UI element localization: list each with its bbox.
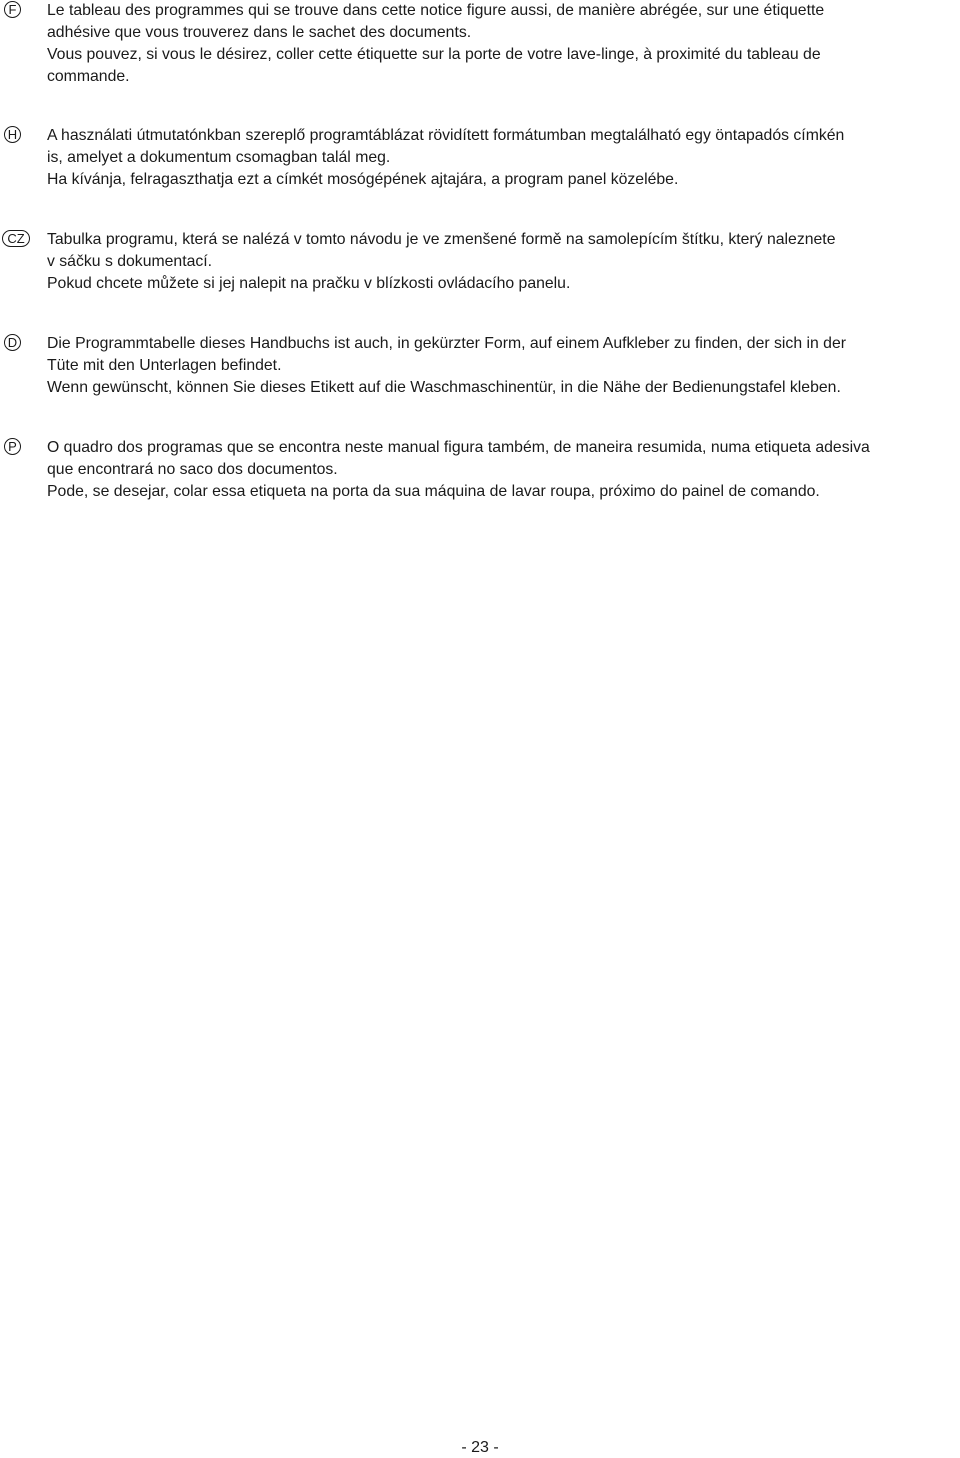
text-line: O quadro dos programas que se encontra neste manual figura também, de maneira resumida, numa etiqueta adesiva [47, 439, 870, 456]
text-line: Die Programmtabelle dieses Handbuchs ist auch, in gekürzter Form, auf einem Aufkleber zu finden, der sich in der [47, 335, 847, 352]
text-line: Ha kívánja, felragaszthatja ezt a címkét mosógépének ajtajára, a program panel közelébe. [47, 171, 679, 188]
text-line: Tüte mit den Unterlagen befindet. [47, 357, 282, 374]
language-badge-f: F [4, 1, 21, 18]
text-line: Tabulka programu, která se nalézá v tomto návodu je ve zmenšené formě na samolepícím štítku, který naleznete [47, 231, 836, 248]
text-line: v sáčku s dokumentací. [47, 253, 213, 270]
text-line: Vous pouvez, si vous le désirez, coller cette étiquette sur la porte de votre lave-linge, à proximité du tableau de [47, 46, 821, 63]
text-line: Le tableau des programmes qui se trouve dans cette notice figure aussi, de manière abrégée, sur une étiquette [47, 2, 825, 19]
language-badge-d: D [4, 334, 21, 351]
text-line: Pode, se desejar, colar essa etiqueta na porta da sua máquina de lavar roupa, próximo do painel de comando. [47, 483, 820, 500]
text-line: Pokud chcete můžete si jej nalepit na pračku v blízkosti ovládacího panelu. [47, 275, 571, 292]
page-number: - 23 - [461, 1439, 499, 1456]
language-badge-cz: CZ [2, 230, 30, 247]
text-line: A használati útmutatónkban szereplő programtáblázat rövidített formátumban megtalálható egy öntapadós címkén [47, 127, 845, 144]
text-line: Wenn gewünscht, können Sie dieses Etikett auf die Waschmaschinentür, in die Nähe der Bedienungstafel kleben. [47, 379, 841, 396]
section-text [47, 229, 959, 295]
language-badge-p: P [4, 438, 21, 455]
text-line: is, amelyet a dokumentum csomagban talál meg. [47, 149, 391, 166]
section-text [47, 437, 959, 503]
section-text [47, 125, 959, 191]
text-line: que encontrará no saco dos documentos. [47, 461, 338, 478]
section-text [47, 0, 959, 88]
text-line: commande. [47, 68, 130, 85]
text-line: adhésive que vous trouverez dans le sachet des documents. [47, 24, 472, 41]
language-badge-h: H [4, 126, 21, 143]
section-text [47, 333, 959, 399]
